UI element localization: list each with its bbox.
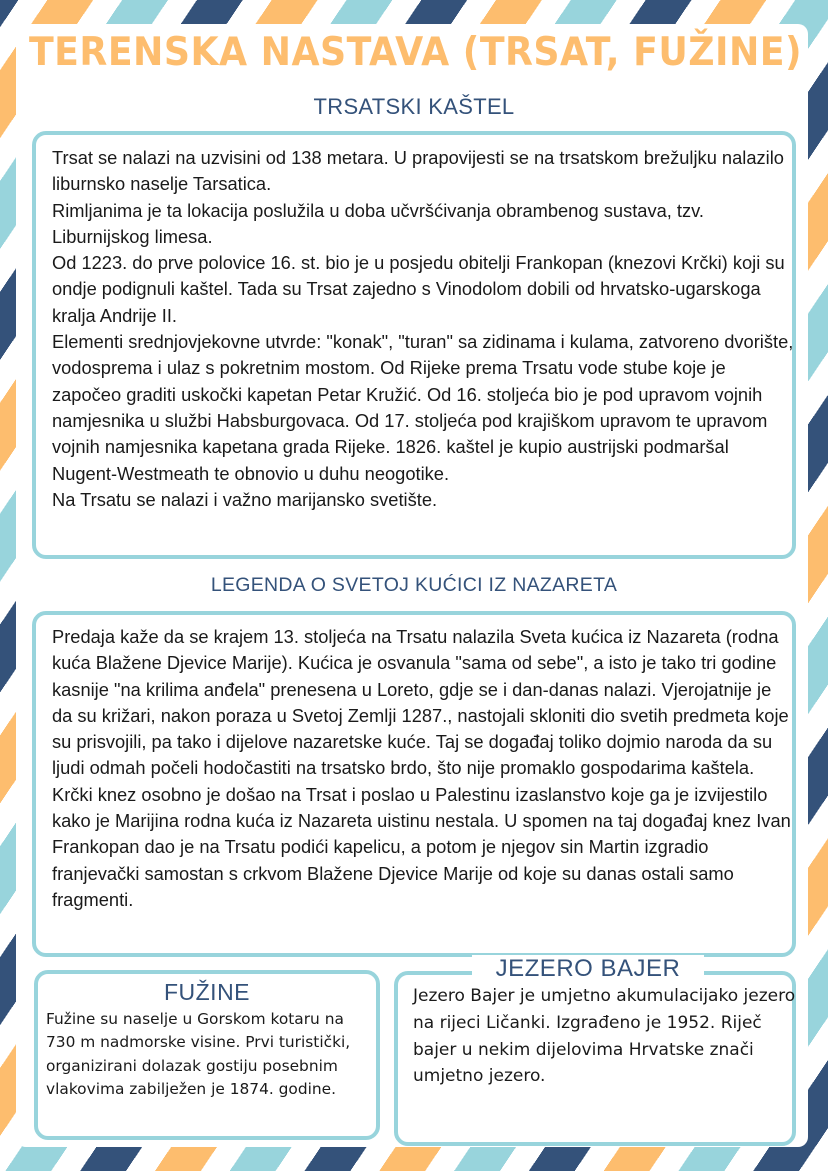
trsat-paragraph: Trsat se nalazi na uzvisini od 138 metara. U prapovijesti se na trsatskom brežuljku nalazilo liburnsko naselje Tarsatica. (52, 147, 784, 195)
trsat-text (52, 145, 794, 513)
section-heading-jezero-bajer: JEZERO BAJER (472, 955, 704, 983)
legend-text: Predaja kaže da se krajem 13. stoljeća na Trsatu nalazila Sveta kućica iz Nazareta (rodna kuća Blažene Djevice Marije). Kućica je osvanula "sama od sebe", a isto je tako tri godine kasnije "na krilima anđela" prenesena u Loreto, gdje se i dan-danas nalazi. Vjerojatnije je da su križari, nakon poraza u Svetoj Zemlji 1287., nastojali skloniti dio svetih predmeta koje su prisvojili, pa tako i dijelove nazaretske kuće. Taj se događaj toliko dojmio naroda da su ljudi odmah počeli hodočastiti na trsatsko brdo, što nije promaklo gospodarima kaštela. Krčki knez osobno je došao na Trsat i poslao u Palestinu izaslanstvo koje ga je izvijestilo kako je Marijina rodna kuća iz Nazareta uistinu nestala. U spomen na taj događaj knez Ivan Frankopan dao je na Trsatu podići kapelicu, a potom je njegov sin Martin izgradio franjevački samostan s crkvom Blažene Djevice Marije od koje su danas ostali samo fragmenti. (52, 626, 791, 910)
bajer-text: Jezero Bajer je umjetno akumulacijako jezero na rijeci Ličanki. Izgrađeno je 1952. Riječ bajer u nekim dijelovima Hrvatske znači umjetno jezero. (413, 986, 796, 1087)
trsat-paragraph: Na Trsatu se nalazi i važno marijansko svetište. (52, 488, 438, 510)
trsat-paragraph: Rimljanima je ta lokacija poslužila u doba učvršćivanja obrambenog sustava, tzv. Liburnijskog limesa. (52, 199, 705, 247)
section-heading-legend: LEGENDA O SVETOJ KUĆICI IZ NAZARETA (210, 574, 618, 596)
section-heading-trsatski-kastel: TRSATSKI KAŠTEL (313, 94, 515, 119)
section-heading-fuzine: FUŽINE (163, 979, 251, 1005)
trsat-paragraph: Elementi srednjovjekovne utvrde: "konak", "turan" sa zidinama i kulama, zatvoreno dvorište, vodosprema i ulaz s pokretnim mostom. Od Rijeke prema Trsatu vode stube koje je započeo graditi uskočki kapetan Petar Kružić. Od 16. stoljeća bio je pod upravom vojnih namjesnika u službi Habsburgovaca. Od 17. stoljeća pod krajiškom upravom te upravom vojnih namjesnika kapetana grada Rijeke. 1826. kaštel je kupio austrijski podmaršal Nugent-Westmeath te obnovio u duhu neogotike. (52, 331, 794, 484)
page-title: TERENSKA NASTAVA (TRSAT, FUŽINE) (28, 30, 803, 75)
fuzine-text: Fužine su naselje u Gorskom kotaru na 730 m nadmorske visine. Prvi turistički, organizirani dolazak gostiju posebnim vlakovima zabilježen je 1874. godine. (46, 1010, 351, 1098)
trsat-paragraph: Od 1223. do prve polovice 16. st. bio je u posjedu obitelji Frankopan (knezovi Krčki) koji su ondje podignuli kaštel. Tada su Trsat zajedno s Vinodolom dobili od hrvatsko-ugarskoga kralja Andrije II. (52, 252, 785, 326)
